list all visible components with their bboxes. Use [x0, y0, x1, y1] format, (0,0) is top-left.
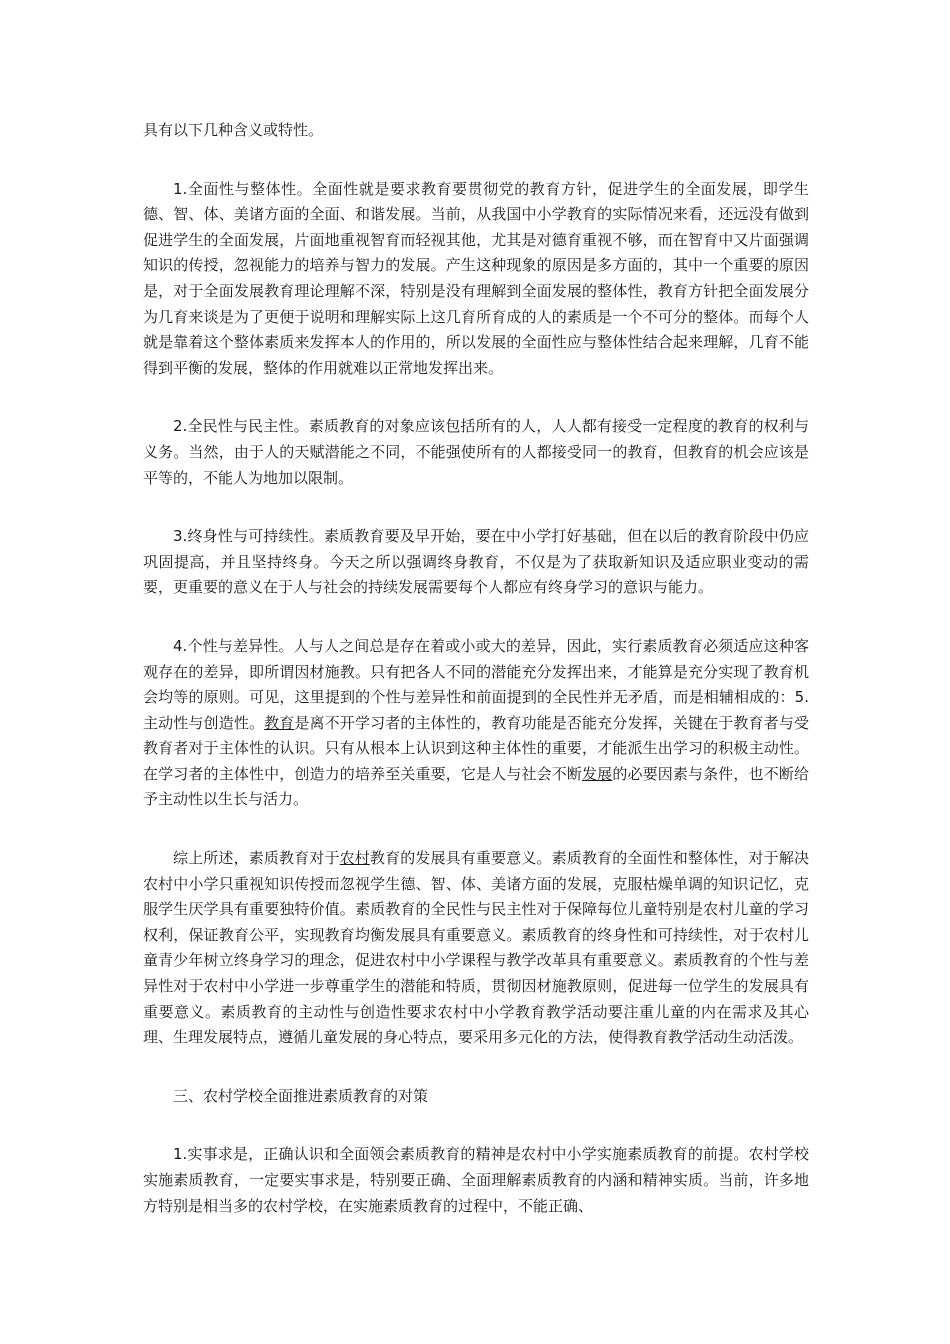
paragraph-summary	[143, 846, 809, 1051]
paragraph-intro: 具有以下几种含义或特性。	[143, 121, 324, 139]
paragraph-individuality	[143, 634, 809, 813]
paragraph-comprehensiveness: 1.全面性与整体性。全面性就是要求教育要贯彻党的教育方针，促进学生的全面发展，即学生德、智、体、美诸方面的全面、和谐发展。当前，从我国中小学教育的实际情况来看，还远没有做到促进学生的全面发展，片面地重视智育而轻视其他，尤其是对德育重视不够，而在智育中又片面强调知识的传授，忽视能力的培养与智力的发展。产生这种现象的原因是多方面的，其中一个重要的原因是，对于全面发展教育理论理解不深，特别是没有理解到全面发展的整体性，教育方针把全面发展分为几育来谈是为了更便于说明和理解实际上这几育所育成的人的素质是一个不可分的整体。而每个人就是靠着这个整体素质来发挥本人的作用的，所以发展的全面性应与整体性结合起来理解，几育不能得到平衡的发展，整体的作用就难以正常地发挥出来。	[143, 179, 809, 377]
link-education[interactable]: 教育	[264, 713, 295, 732]
paragraph-universality: 2.全民性与民主性。素质教育的对象应该包括所有的人，人人都有接受一定程度的教育的权利与义务。当然，由于人的天赋潜能之不同，不能强使所有的人都接受同一的教育，但教育的机会应该是平等的，不能人为地加以限制。	[143, 417, 809, 487]
paragraph-strategy-1: 1.实事求是，正确认识和全面领会素质教育的精神是农村中小学实施素质教育的前提。农村学校实施素质教育，一定要实事求是，特别要正确、全面理解素质教育的内涵和精神实质。当前，许多地方特别是相当多的农村学校，在实施素质教育的过程中，不能正确、	[143, 1145, 809, 1215]
paragraph-individuality-text-b: 是离不开学习者的主体性的，教育功能是否能充分发挥，关键在于教育者与受教育者对于主体性的认识。只有从根本上认识到这种主体性的重要，才能派生出学习的积极主动性。在学习者的主体性中，创造力的培养至关重要，它是人与社会不断	[143, 713, 809, 783]
paragraph-summary-text-a: 综上所述，素质教育对于	[173, 849, 340, 868]
paragraph-summary-text-b: 教育的发展具有重要意义。素质教育的全面性和整体性，对于解决农村中小学只重视知识传授而忽视学生德、智、体、美诸方面的发展，克服枯燥单调的知识记忆，克服学生厌学具有重要独特价值。素质教育的全民性与民主性对于保障每位儿童特别是农村儿童的学习权利，保证教育公平，实现教育均衡发展具有重要意义。素质教育的终身性和可持续性，对于农村儿童青少年树立终身学习的理念，促进农村中小学课程与教学改革具有重要意义。素质教育的个性与差异性对于农村中小学进一步尊重学生的潜能和特质，贯彻因材施教原则，促进每一位学生的发展具有重要意义。素质教育的主动性与创造性要求农村中小学教育教学活动要注重儿童的内在需求及其心理、生理发展特点，遵循儿童发展的身心特点，要采用多元化的方法，使得教育教学活动生动活泼。	[143, 849, 809, 1047]
paragraph-individuality-text-a: 4.个性与差异性。人与人之间总是存在着或小或大的差异，因此，实行素质教育必须适应这种客观存在的差异，即所谓因材施教。只有把各人不同的潜能充分发挥出来，才能算是充分实现了教育机会均等的原则。可见，这里提到的个性与差异性和前面提到的全民性并无矛盾，而是相辅相成的：5.主动性与创造性。	[143, 636, 809, 732]
section-heading: 三、农村学校全面推进素质教育的对策	[173, 1086, 429, 1105]
paragraph-individuality-text-c: 的必要因素与条件，也不断给予主动性以生长与活力。	[143, 764, 809, 809]
link-rural[interactable]: 农村	[339, 849, 370, 868]
paragraph-lifelong: 3.终身性与可持续性。素质教育要及早开始，要在中小学打好基础，但在以后的教育阶段中仍应巩固提高，并且坚持终身。今天之所以强调终身教育，不仅是为了获取新知识及适应职业变动的需要，更重要的意义在于人与社会的持续发展需要每个人都应有终身学习的意识与能力。	[143, 527, 809, 597]
link-development[interactable]: 发展	[582, 764, 613, 783]
document-page	[143, 118, 809, 1252]
